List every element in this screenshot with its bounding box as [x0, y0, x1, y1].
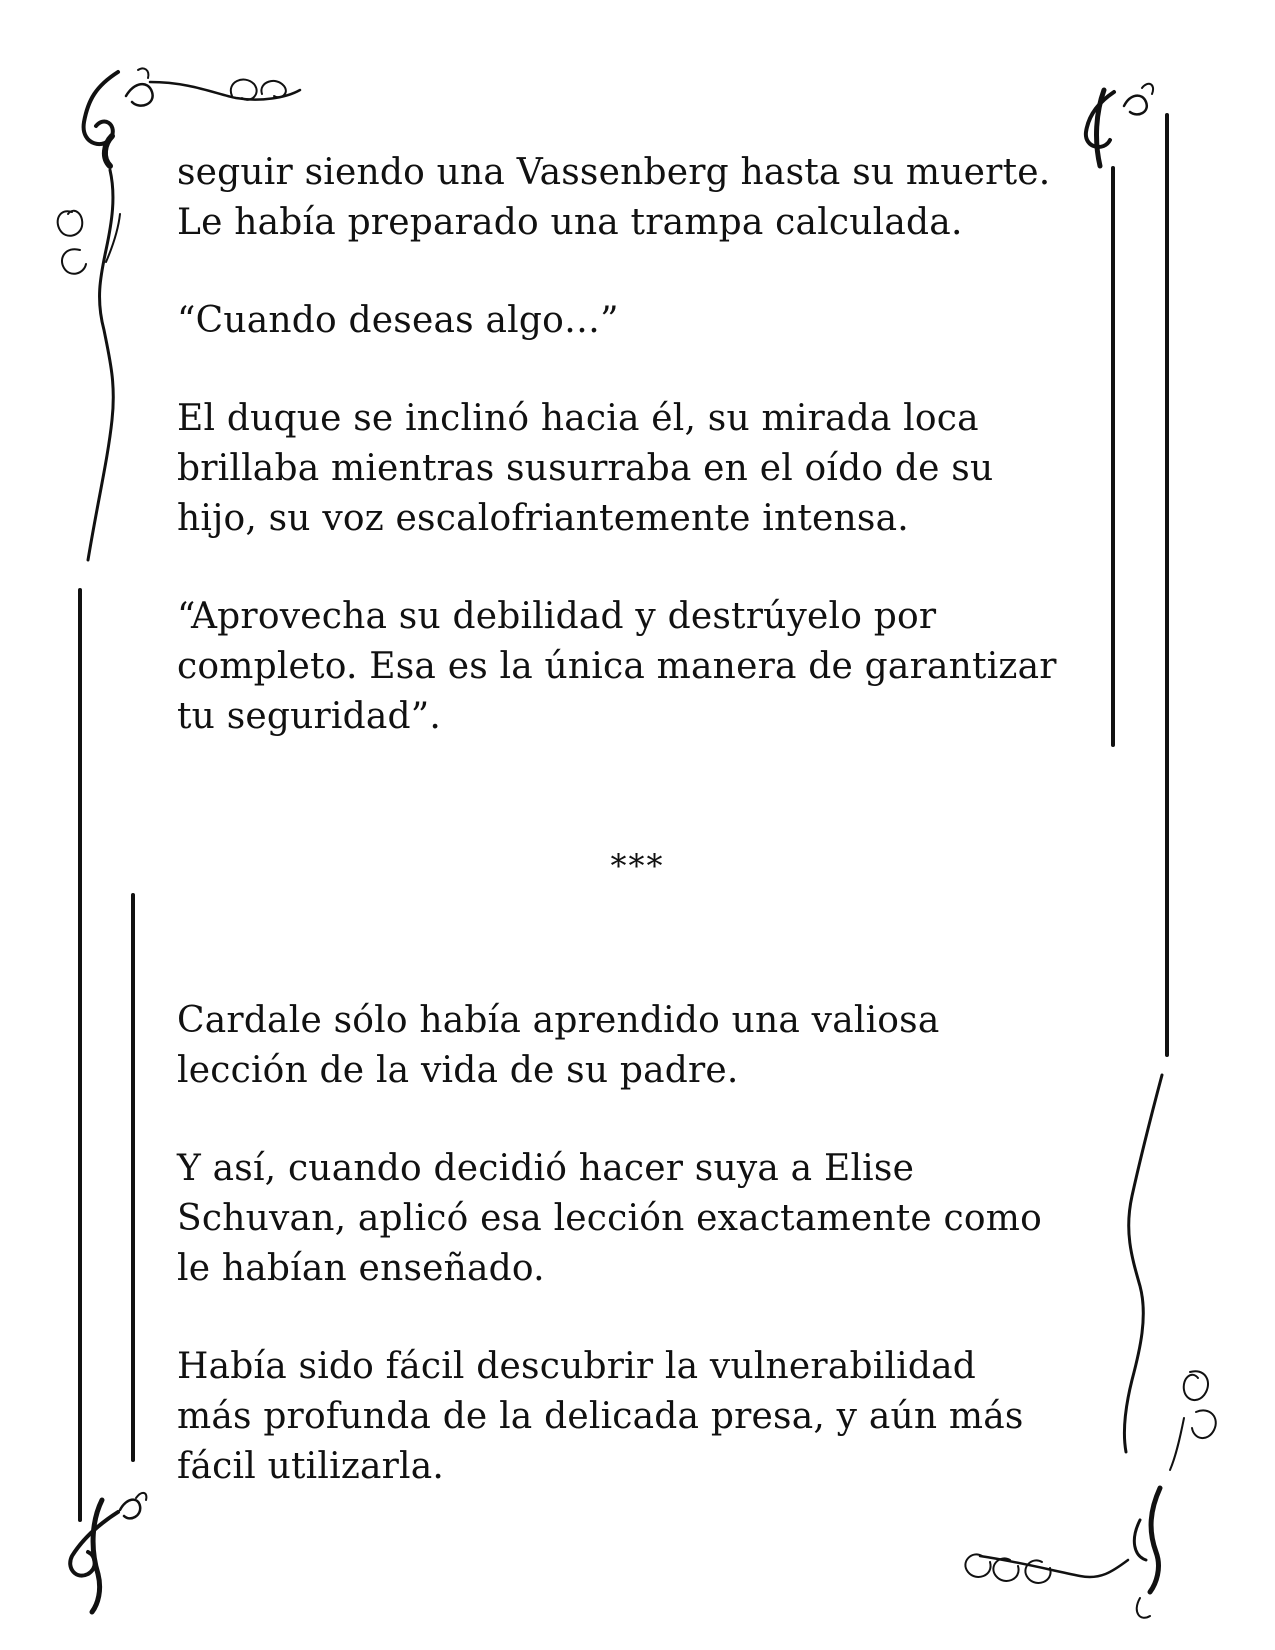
paragraph-7-line-3: fácil utilizarla. — [177, 1446, 445, 1487]
paragraph-1-line-2: Le había preparado una trampa calculada. — [177, 202, 963, 243]
paragraph-5-line-2: lección de la vida de su padre. — [177, 1050, 739, 1091]
paragraph-3-line-3: hijo, su voz escalofriantemente intensa. — [177, 498, 909, 539]
paragraph-2-line-1: “Cuando deseas algo…” — [177, 300, 619, 341]
paragraph-3-line-2: brillaba mientras susurraba en el oído de su — [177, 448, 994, 489]
paragraph-5-line-1: Cardale sólo había aprendido una valiosa — [177, 1000, 940, 1041]
paragraph-2 — [177, 296, 1117, 346]
paragraph-7-line-2: más profunda de la delicada presa, y aún más — [177, 1396, 1024, 1437]
paragraph-4-line-2: completo. Esa es la única manera de garantizar — [177, 646, 1057, 687]
paragraph-7 — [177, 1342, 1117, 1492]
paragraph-1-line-1: seguir siendo una Vassenberg hasta su muerte. — [177, 152, 1051, 193]
paragraph-6-line-1: Y así, cuando decidió hacer suya a Elise — [177, 1148, 915, 1189]
paragraph-7-line-1: Había sido fácil descubrir la vulnerabilidad — [177, 1346, 977, 1387]
paragraph-6-line-2: Schuvan, aplicó esa lección exactamente como — [177, 1198, 1042, 1239]
scene-break: *** — [610, 847, 665, 885]
paragraph-5 — [177, 996, 1117, 1096]
paragraph-4-line-1: “Aprovecha su debilidad y destrúyelo por — [177, 596, 937, 637]
paragraph-6-line-3: le habían enseñado. — [177, 1248, 545, 1289]
paragraph-3-line-1: El duque se inclinó hacia él, su mirada loca — [177, 398, 979, 439]
paragraph-1 — [177, 148, 1117, 248]
paragraph-3 — [177, 394, 1117, 544]
paragraph-4-line-3: tu seguridad”. — [177, 696, 442, 737]
paragraph-6 — [177, 1144, 1117, 1294]
paragraph-4 — [177, 592, 1117, 742]
